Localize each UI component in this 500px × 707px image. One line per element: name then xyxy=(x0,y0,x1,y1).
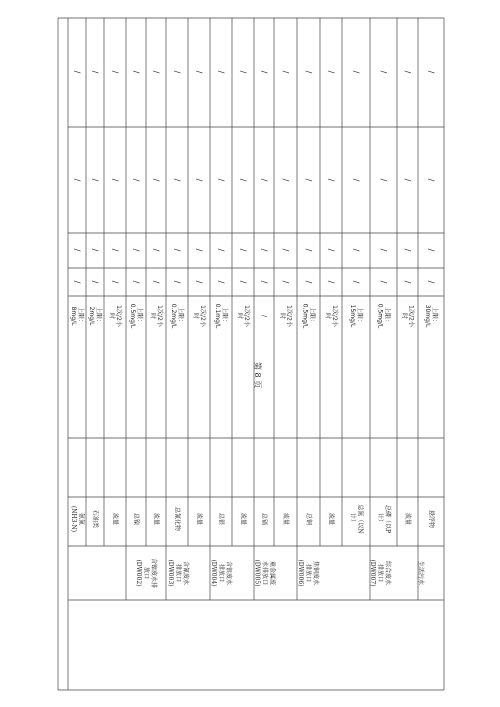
table-cell-value: / xyxy=(194,70,204,74)
table-cell-value: / xyxy=(172,178,182,182)
table-cell-value: / xyxy=(194,178,204,182)
table-cell-value: / xyxy=(194,248,204,252)
table-cell-value: / xyxy=(72,280,82,284)
table-cell-value: / xyxy=(151,178,161,182)
svg-text:流量: 流量 xyxy=(111,512,119,526)
table-cell-limit xyxy=(349,305,364,328)
svg-text:总银: 总银 xyxy=(217,512,225,526)
svg-text:流量: 流量 xyxy=(282,512,289,526)
table-cell-value: / xyxy=(238,178,248,182)
table-cell-value: / xyxy=(379,248,388,252)
svg-text:时: 时 xyxy=(236,312,243,320)
svg-text:悬浮物: 悬浮物 xyxy=(427,509,435,529)
table-cell-value: / xyxy=(351,280,361,284)
svg-text:2mg/L: 2mg/L xyxy=(88,306,95,326)
table-cell-outfall xyxy=(135,558,158,588)
svg-text:总氰化物: 总氰化物 xyxy=(173,506,181,532)
table-cell-value: / xyxy=(194,280,204,284)
table-cell-outfall xyxy=(369,559,392,586)
table-cell-value: / xyxy=(326,280,336,284)
table-cell-limit xyxy=(214,304,229,329)
svg-text:生活污水: 生活污水 xyxy=(417,560,424,586)
svg-text:0.5mg/L: 0.5mg/L xyxy=(129,303,136,329)
svg-text:上限：: 上限： xyxy=(308,306,316,326)
table-cell-value: / xyxy=(72,178,82,182)
svg-text:总镍: 总镍 xyxy=(132,512,140,526)
table-cell-value: / xyxy=(131,70,141,74)
table-cell-pollutant xyxy=(376,505,392,533)
table-cell-value: / xyxy=(172,248,182,252)
table-cell-limit xyxy=(129,304,144,329)
table-cell-limit xyxy=(424,305,439,328)
svg-text:流量: 流量 xyxy=(152,512,160,526)
table-cell-value: / xyxy=(403,70,412,74)
svg-text:流量: 流量 xyxy=(404,512,411,526)
table-cell-value: / xyxy=(351,178,361,182)
svg-text:含氰废水: 含氰废水 xyxy=(182,560,189,586)
table-cell-value: / xyxy=(379,280,388,284)
table-cell-value: / xyxy=(326,248,336,252)
svg-text:0.1mg/L: 0.1mg/L xyxy=(214,303,221,329)
svg-text:/: / xyxy=(260,314,268,318)
table-cell-limit xyxy=(302,304,317,329)
svg-text:0.2mg/L: 0.2mg/L xyxy=(170,303,177,329)
table-cell-value: / xyxy=(403,248,412,252)
table-cell-limit xyxy=(70,307,85,326)
svg-text:上限：: 上限： xyxy=(383,306,391,326)
svg-text:(DW003): (DW003) xyxy=(167,559,174,587)
svg-text:上限：: 上限： xyxy=(95,306,102,326)
svg-text:(NH3-N): (NH3-N) xyxy=(69,505,77,533)
table-cell-value: / xyxy=(131,280,141,284)
table-cell-limit xyxy=(401,305,416,328)
table-cell-value: / xyxy=(110,280,120,284)
svg-text:计）: 计） xyxy=(348,512,356,526)
table-cell-limit xyxy=(108,305,123,328)
svg-text:(DW002): (DW002) xyxy=(135,559,142,587)
table-cell-outfall xyxy=(254,559,277,586)
table-cell-outfall xyxy=(297,559,320,586)
table-cell-value: / xyxy=(131,178,141,182)
table-cell-outfall xyxy=(417,561,425,585)
table-cell-value: / xyxy=(351,70,361,74)
svg-text:排放口: 排放口 xyxy=(376,563,384,583)
table-cell-value: / xyxy=(281,280,290,284)
table-cell-pollutant xyxy=(328,513,336,525)
table-cell-value: / xyxy=(110,178,120,182)
table-cell-value: / xyxy=(90,70,100,74)
svg-text:总氮（以N: 总氮（以N xyxy=(356,504,364,534)
table-cell-limit xyxy=(170,304,185,329)
table-cell-limit xyxy=(88,307,103,326)
svg-text:(DW005): (DW005) xyxy=(253,559,261,587)
svg-text:流量: 流量 xyxy=(239,512,247,526)
svg-text:上限：: 上限： xyxy=(177,306,184,326)
svg-text:焦铜废水: 焦铜废水 xyxy=(312,560,319,586)
svg-text:1次/2小: 1次/2小 xyxy=(331,305,338,327)
table-cell-limit xyxy=(324,305,339,328)
table-cell-pollutant xyxy=(196,513,204,525)
table-cell-pollutant xyxy=(92,510,100,528)
table-cell-pollutant xyxy=(240,513,248,525)
table-cell-pollutant xyxy=(305,513,313,525)
table-cell-value: / xyxy=(326,178,336,182)
svg-text:上限：: 上限： xyxy=(356,306,363,326)
table-cell-value: / xyxy=(304,70,313,74)
svg-text:氨氮: 氨氮 xyxy=(77,512,85,526)
table-cell-value: / xyxy=(172,280,182,284)
svg-text:放口: 放口 xyxy=(142,566,150,580)
table-cell-value: / xyxy=(403,178,412,182)
table-cell-value: / xyxy=(259,70,269,74)
svg-text:0.5mg/L: 0.5mg/L xyxy=(376,303,384,329)
svg-text:总镉: 总镉 xyxy=(260,512,268,526)
table-cell-value: / xyxy=(216,178,226,182)
table-cell-value: / xyxy=(379,178,388,182)
table-cell-value: / xyxy=(304,248,313,252)
table-cell-value: / xyxy=(110,70,120,74)
svg-text:时: 时 xyxy=(108,312,115,320)
table-cell-value: / xyxy=(281,178,290,182)
table-cell-pollutant xyxy=(133,513,141,525)
svg-text:时: 时 xyxy=(324,312,331,320)
table-cell-limit xyxy=(279,305,294,328)
svg-text:时: 时 xyxy=(149,312,156,320)
table-cell-limit xyxy=(236,305,251,328)
table-cell-pollutant xyxy=(153,513,161,525)
table-cell-value: / xyxy=(72,70,82,74)
table-cell-value: / xyxy=(379,70,388,74)
svg-text:总磷（以P: 总磷（以P xyxy=(383,504,391,534)
table-cell-value: / xyxy=(259,280,269,284)
table-cell-value: / xyxy=(281,248,290,252)
svg-text:(DW007): (DW007) xyxy=(369,559,376,587)
svg-text:时: 时 xyxy=(192,312,199,320)
svg-text:排放口: 排放口 xyxy=(304,563,312,583)
svg-text:上限：: 上限： xyxy=(77,306,84,326)
table-cell-value: / xyxy=(90,248,100,252)
table-cell-pollutant xyxy=(174,507,182,531)
table-cell-value: / xyxy=(403,280,412,284)
svg-text:(DW006): (DW006) xyxy=(297,559,304,587)
table-cell-pollutant xyxy=(282,513,290,525)
table-cell-value: / xyxy=(259,248,269,252)
svg-text:1次/2小: 1次/2小 xyxy=(243,305,250,327)
svg-text:总铜: 总铜 xyxy=(305,512,312,526)
svg-text:综合废水: 综合废水 xyxy=(384,560,391,586)
svg-text:上限：: 上限： xyxy=(431,306,438,326)
table-cell-value: / xyxy=(304,178,313,182)
table-cell-value: / xyxy=(172,70,182,74)
table-cell-pollutant xyxy=(428,510,436,528)
table-cell-pollutant xyxy=(261,513,269,525)
table-cell-outfall xyxy=(210,559,233,586)
svg-text:排放口: 排放口 xyxy=(174,563,182,583)
svg-text:0.5mg/L: 0.5mg/L xyxy=(301,303,309,329)
svg-text:时: 时 xyxy=(400,312,408,320)
table-cell-value: / xyxy=(426,248,436,252)
table-cell-value: / xyxy=(72,248,82,252)
svg-text:流量: 流量 xyxy=(327,512,335,526)
svg-text:8mg/L: 8mg/L xyxy=(70,306,77,326)
table-cell-value: / xyxy=(426,70,436,74)
table-cell-limit xyxy=(192,305,207,328)
svg-text:30mg/L: 30mg/L xyxy=(424,304,431,328)
svg-text:1次/2小: 1次/2小 xyxy=(199,305,206,327)
table-cell-value: / xyxy=(216,248,226,252)
svg-text:含镍废水排: 含镍废水排 xyxy=(150,557,157,589)
table-cell-value: / xyxy=(351,248,361,252)
table-cell-value: / xyxy=(259,178,269,182)
svg-text:重金属废: 重金属废 xyxy=(268,560,276,586)
table-cell-outfall xyxy=(167,559,190,586)
page-number: 第 8 页 xyxy=(253,362,262,389)
svg-text:上限：: 上限： xyxy=(221,306,228,326)
svg-text:含银废水: 含银废水 xyxy=(225,560,232,586)
table-cell-pollutant xyxy=(218,513,226,525)
table-cell-pollutant xyxy=(70,506,86,532)
table-cell-value: / xyxy=(151,280,161,284)
table-cell-value: / xyxy=(216,70,226,74)
table-cell-value: / xyxy=(238,70,248,74)
table-cell-value: / xyxy=(326,70,336,74)
table-cell-value: / xyxy=(151,248,161,252)
svg-text:1次/2小: 1次/2小 xyxy=(407,305,415,327)
table-cell-value: / xyxy=(281,70,290,74)
svg-text:1次/2小: 1次/2小 xyxy=(156,305,163,327)
table-cell-pollutant xyxy=(404,513,412,525)
table-cell-value: / xyxy=(238,248,248,252)
svg-text:石油类: 石油类 xyxy=(91,509,99,529)
svg-text:上限：: 上限： xyxy=(136,306,143,326)
table-cell-value: / xyxy=(90,280,100,284)
table-cell-value: / xyxy=(216,280,226,284)
table-cell-limit xyxy=(261,315,268,318)
table-cell-pollutant xyxy=(349,504,365,533)
table-cell-value: / xyxy=(131,248,141,252)
table-cell-pollutant xyxy=(112,513,120,525)
svg-text:1次/2小: 1次/2小 xyxy=(115,305,122,327)
table-cell-value: / xyxy=(238,280,248,284)
table-cell-value: / xyxy=(151,70,161,74)
svg-text:15mg/L: 15mg/L xyxy=(349,304,356,328)
table-cell-limit xyxy=(377,304,392,329)
svg-text:计）: 计） xyxy=(376,512,384,526)
table-cell-value: / xyxy=(426,178,436,182)
svg-text:流量: 流量 xyxy=(195,512,203,526)
table-cell-value: / xyxy=(110,248,120,252)
svg-text:排放口: 排放口 xyxy=(217,563,225,583)
svg-text:1次/2小: 1次/2小 xyxy=(285,305,293,327)
svg-text:(DW004): (DW004) xyxy=(210,559,217,587)
svg-text:水排放口: 水排放口 xyxy=(261,560,268,586)
table-cell-value: / xyxy=(304,280,313,284)
table-cell-value: / xyxy=(426,280,436,284)
table-cell-value: / xyxy=(90,178,100,182)
svg-text:时: 时 xyxy=(278,312,286,320)
table-cell-limit xyxy=(149,305,164,328)
